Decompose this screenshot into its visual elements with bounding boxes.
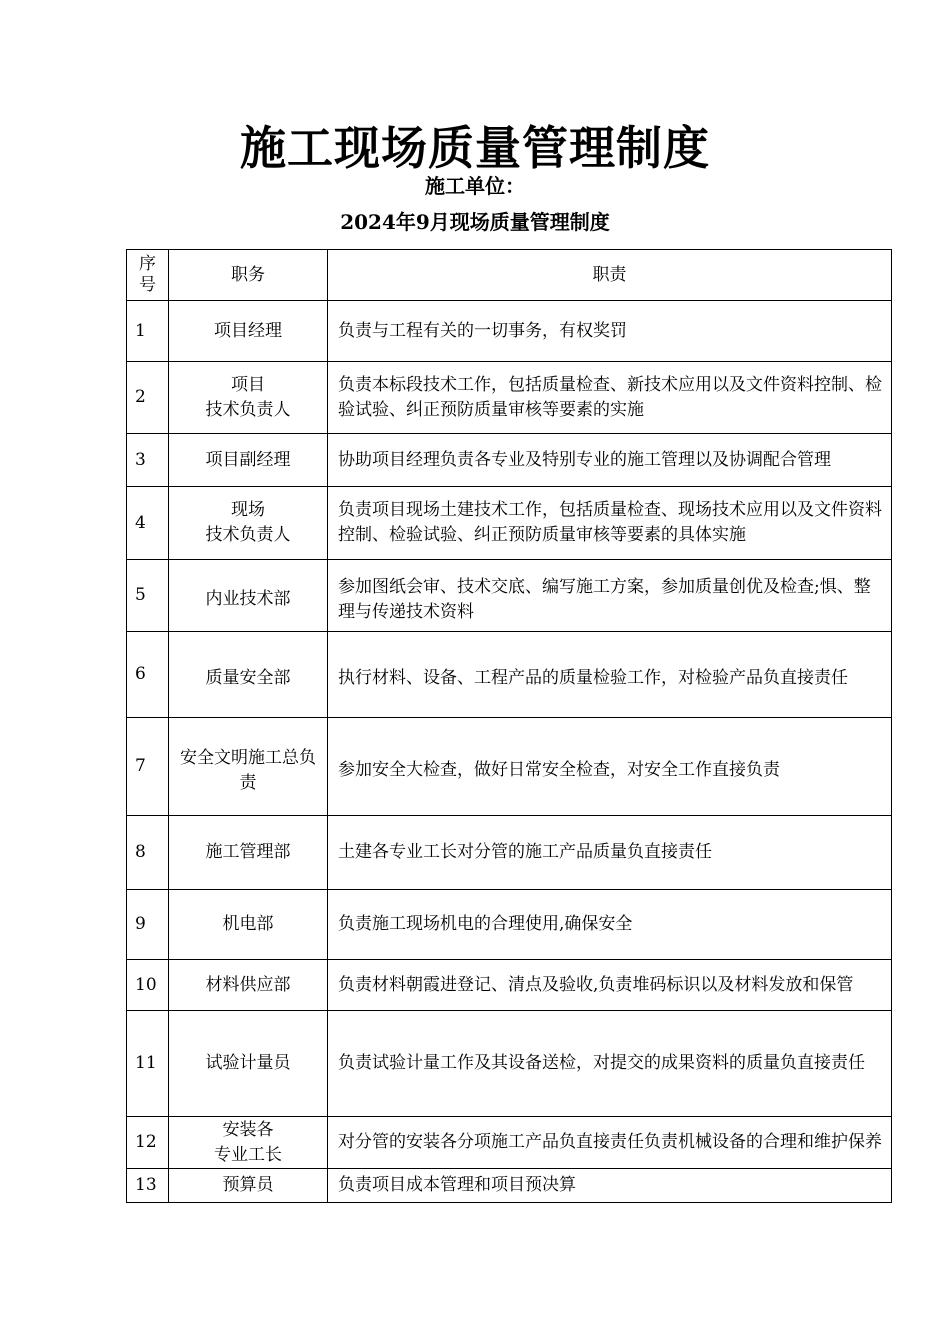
row-number: 1 [127, 301, 169, 362]
table-row [127, 1117, 892, 1169]
row-position: 施工管理部 [169, 816, 328, 890]
row-position: 安装各 专业工长 [169, 1117, 328, 1169]
table-row [127, 960, 892, 1011]
row-number: 7 [127, 718, 169, 816]
row-duty: 参加安全大检查，做好日常安全检查，对安全工作直接负责 [328, 718, 892, 816]
row-number: 6 [127, 632, 169, 718]
row-number: 3 [127, 434, 169, 487]
row-position: 项目经理 [169, 301, 328, 362]
table-row [127, 362, 892, 434]
row-duty: 参加图纸会审、技术交底、编写施工方案，参加质量创优及检查;惧、整理与传递技术资料 [328, 560, 892, 632]
document-title: 施工现场质量管理制度 [240, 121, 710, 175]
row-number: 4 [127, 487, 169, 560]
header-duty: 职责 [328, 250, 892, 301]
row-number: 10 [127, 960, 169, 1011]
row-number: 11 [127, 1011, 169, 1117]
table-header-row [127, 250, 892, 301]
row-position: 质量安全部 [169, 632, 328, 718]
row-duty: 负责项目现场土建技术工作，包括质量检查、现场技术应用以及文件资料控制、检验试验、纠正预防质量审核等要素的具体实施 [328, 487, 892, 560]
table-row [127, 1011, 892, 1117]
row-duty: 负责项目成本管理和项目预决算 [328, 1169, 892, 1203]
row-position: 项目 技术负责人 [169, 362, 328, 434]
row-duty: 执行材料、设备、工程产品的质量检验工作，对检验产品负直接责任 [328, 632, 892, 718]
row-duty: 土建各专业工长对分管的施工产品质量负直接责任 [328, 816, 892, 890]
row-number: 9 [127, 890, 169, 960]
row-number: 5 [127, 560, 169, 632]
row-duty: 对分管的安装各分项施工产品负直接责任负责机械设备的合理和维护保养 [328, 1117, 892, 1169]
row-position: 试验计量员 [169, 1011, 328, 1117]
row-duty: 负责施工现场机电的合理使用,确保安全 [328, 890, 892, 960]
table-row [127, 816, 892, 890]
table-row [127, 487, 892, 560]
table-row [127, 560, 892, 632]
row-duty: 协助项目经理负责各专业及特别专业的施工管理以及协调配合管理 [328, 434, 892, 487]
row-position: 材料供应部 [169, 960, 328, 1011]
document-subtitle: 2024年9月现场质量管理制度 [340, 210, 610, 234]
row-duty: 负责材料朝霞进登记、清点及验收,负责堆码标识以及材料发放和保管 [328, 960, 892, 1011]
duty-table [126, 249, 892, 1203]
row-position: 安全文明施工总负责 [169, 718, 328, 816]
table-row [127, 718, 892, 816]
table-row [127, 890, 892, 960]
table-row [127, 632, 892, 718]
construction-unit-label: 施工单位： [425, 174, 525, 198]
row-number: 8 [127, 816, 169, 890]
row-duty: 负责本标段技术工作，包括质量检查、新技术应用以及文件资料控制、检验试验、纠正预防质量审核等要素的实施 [328, 362, 892, 434]
row-position: 机电部 [169, 890, 328, 960]
table-row [127, 1169, 892, 1203]
row-number: 13 [127, 1169, 169, 1203]
row-position: 项目副经理 [169, 434, 328, 487]
row-duty: 负责与工程有关的一切事务，有权奖罚 [328, 301, 892, 362]
table-row [127, 301, 892, 362]
row-position: 现场 技术负责人 [169, 487, 328, 560]
row-position: 预算员 [169, 1169, 328, 1203]
row-position: 内业技术部 [169, 560, 328, 632]
row-number: 12 [127, 1117, 169, 1169]
header-position: 职务 [169, 250, 328, 301]
row-number: 2 [127, 362, 169, 434]
header-no: 序 号 [127, 250, 169, 301]
row-duty: 负责试验计量工作及其设备送检，对提交的成果资料的质量负直接责任 [328, 1011, 892, 1117]
table-row [127, 434, 892, 487]
